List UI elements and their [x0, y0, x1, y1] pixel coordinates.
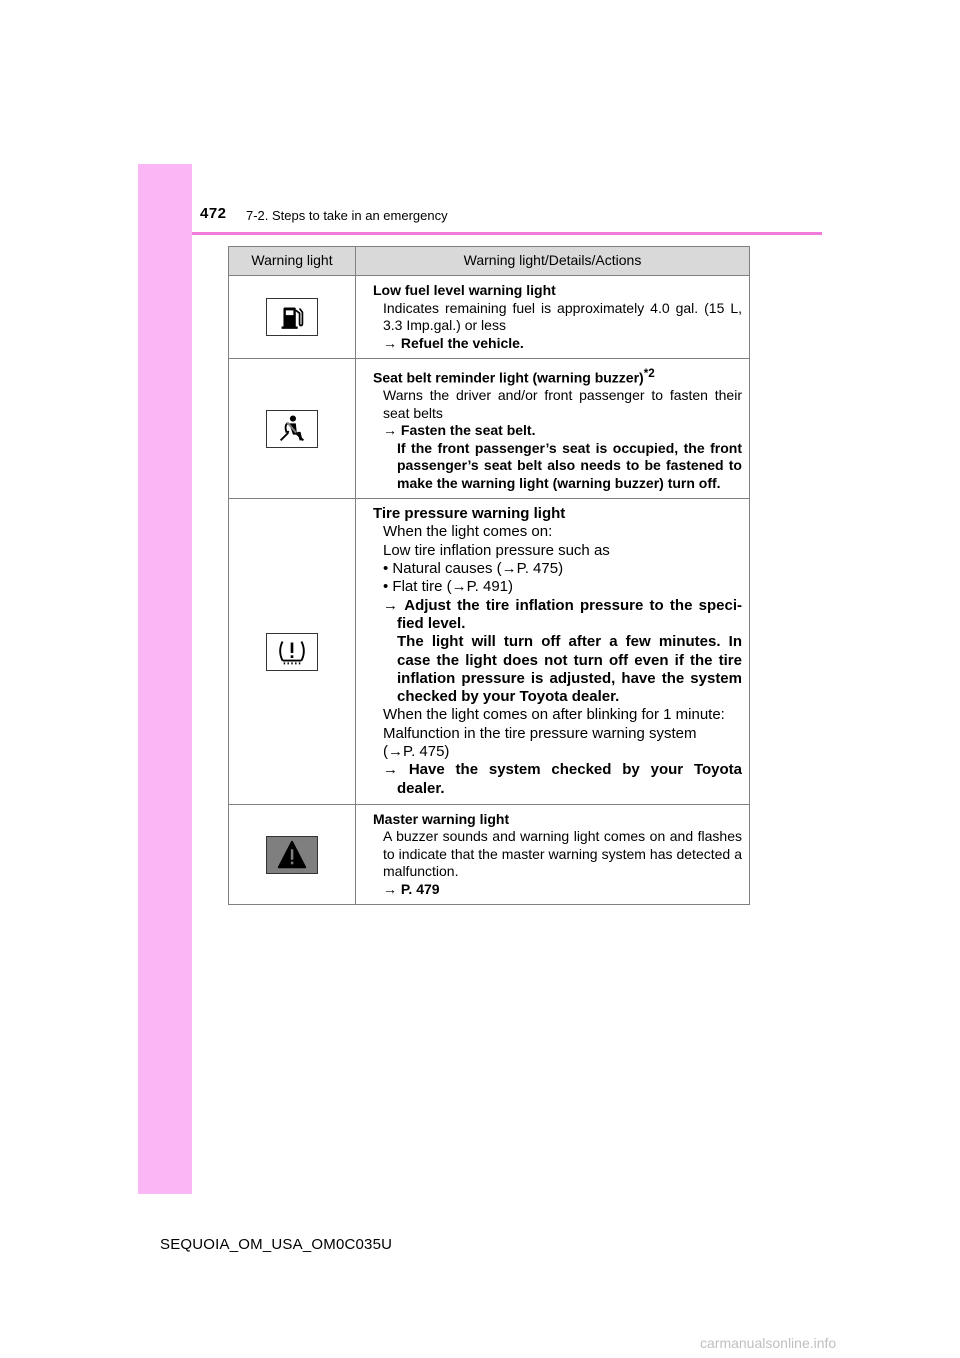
- details-cell: [356, 499, 750, 805]
- col-header-warning-light: Warning light: [229, 247, 356, 276]
- col-header-details: Warning light/Details/Actions: [356, 247, 750, 276]
- light-title: [373, 365, 742, 387]
- action-text: → Adjust the tire inflation pressure to the speci-fied level.: [373, 597, 742, 634]
- light-title: Tire pressure warning light: [373, 505, 566, 523]
- details-cell: [356, 276, 750, 359]
- light-description: A buzzer sounds and warning light comes on and flashes to indicate that the master warning system has detected a malfunction.: [383, 828, 742, 880]
- light-title: Low fuel level warning light: [373, 282, 556, 298]
- page-number: 472: [200, 205, 227, 222]
- fuel-pump-icon: [266, 298, 318, 336]
- watermark: carmanualsonline.info: [700, 1335, 837, 1351]
- side-tab-bar: [138, 164, 192, 1194]
- icon-cell: [229, 359, 356, 499]
- action-text: → Refuel the vehicle.: [373, 335, 742, 353]
- action-note: The light will turn off after a few minutes. In case the light does not turn off even if the tire inflation pressure is adjusted, have the system checked by your Toyota dealer.: [397, 633, 742, 706]
- tire-pressure-icon: [266, 633, 318, 671]
- document-code: SEQUOIA_OM_USA_OM0C035U: [160, 1236, 393, 1253]
- table-row: [229, 804, 750, 905]
- bullet-item: • Flat tire (→P. 491): [383, 578, 514, 596]
- condition-text: Malfunction in the tire pressure warning system: [383, 724, 697, 742]
- seatbelt-icon: [266, 410, 318, 448]
- condition-text: When the light comes on:: [383, 523, 553, 541]
- table-row: [229, 359, 750, 499]
- action-text: → Have the system checked by your Toyota dealer.: [373, 761, 742, 798]
- light-description: Indicates remaining fuel is approximately 4.0 gal. (15 L, 3.3 Imp.gal.) or less: [383, 299, 742, 333]
- bullet-item: • Natural causes (→P. 475): [383, 560, 564, 578]
- page-reference: (→P. 475): [383, 743, 450, 761]
- table-row: [229, 499, 750, 805]
- table-header-row: [229, 247, 750, 276]
- light-title: Master warning light: [373, 810, 510, 827]
- table-row: [229, 276, 750, 359]
- icon-cell: [229, 499, 356, 805]
- warning-light-table: [228, 246, 750, 905]
- header-rule: [192, 232, 822, 235]
- footnote-marker: *2: [643, 367, 655, 380]
- action-text: → P. 479: [373, 881, 742, 899]
- action-note: If the front passenger’s seat is occupied, the front passenger’s seat belt also needs to be fastened to make the warning light (warning buzzer) turn off.: [397, 439, 742, 491]
- master-warning-icon: [266, 836, 318, 874]
- section-title: 7-2. Steps to take in an emergency: [246, 208, 448, 223]
- light-title-text: Seat belt reminder light (warning buzzer): [373, 369, 644, 386]
- condition-text: When the light comes on after blinking for 1 minute:: [383, 706, 725, 724]
- condition-text: Low tire inflation pressure such as: [383, 541, 610, 559]
- icon-cell: [229, 804, 356, 905]
- details-cell: [356, 804, 750, 905]
- action-text: → Fasten the seat belt.: [373, 422, 742, 440]
- icon-cell: [229, 276, 356, 359]
- light-description: Warns the driver and/or front passenger to fasten their seat belts: [383, 387, 742, 421]
- details-cell: [356, 359, 750, 499]
